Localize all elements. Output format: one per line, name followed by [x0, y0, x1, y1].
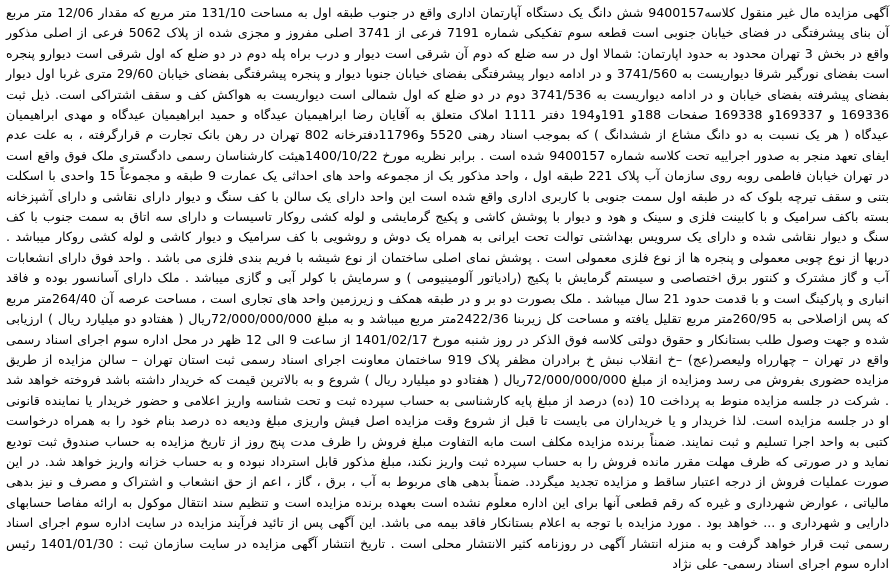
auction-notice-body: آگهی مزایده مال غیر منقول کلاسه9400157 شش دانگ یک دستگاه آپارتمان اداری واقع در جنوب طبقه اول به مساحت 131/10 متر مربع که مقدار 12/06 متر مربع آن بنای پیشرفتگی در فضای خیابان جنوبی است قطعه سوم تفکیکی شماره 7191 فرعی از 3741 اصلی مفروز و مجزی شده از پلاک 5062 فرعی از اصلی مذکور واقع در بخش 3 تهران محدود به حدود اپارتمان: شمالا اول در سه ضلع که دوم آن شرقی است دیوار و درب براه پله دوم در دو ضلع که اول شرقی است دیوارو پنجره است بفضای نورگیر شرقا دیواریست به 3741/560 و در ادامه دیوار پیشرفتگی بفضای خیابان جنوبا دیوار و پنجره پیشرفتگی بفضای خیابان 29/60 متری غربا اول دیوار بفضای پیشرفته بفضای خیابان و در ادامه دیواریست به 3741/536 دوم در دو ضلع که اول شمالی است دیواریست به هواکش کف و سقف اشتراکی است. ذیل ثبت 169336 و 169337و 169338 صفحات 188و 191و194 دفتر 1111 املاک متعلق به آقایان رضا ابراهیمیان عیدگاه و حمید ابراهیمیان عیدگاه و مهدی ابراهیمیان عیدگاه ( هر یک نسبت به دو دانگ مشاع از ششدانگ ) که بموجب اسناد رهنی 5520 و11796دفترخانه 802 تهران در رهن بانک تجارت م قرارگرفته ، به علت عدم ایفای تعهد منجر به صدور اجراییه تحت کلاسه شماره 9400157 شده است . برابر نظریه مورخ 1400/10/22هیئت کارشناسان رسمی دادگستری ملک فوق واقع است در تهران خیابان فاطمی روبه روی سازمان آب پلاک 221 طبقه اول ، واحد مذکور یک از مجموعه واحد های احداثی یک عمارت 9 طبقه و مجموعاً 15 واحدی با اسکلت بتنی و سقف تیرچه بلوک که در طبقه اول سمت جنوبی با کاربری اداری واقع شده است این واحد دارای یک سالن با کف سنگ و دیوار دارای نقاشی و دارای آشپزخانه بسته باکف سرامیک و با کابینت فلزی و سینک و هود و دیوار با پوشش کاشی و پکیج گرمایشی و لوله کشی روکار تاسیسات و دارای سه اتاق به سمت جنوب با کف سنگ و دیوار نقاشی شده و دارای یک سرویس بهداشتی توالت تحت ایرانی به همراه یک دوش و روشویی با کف سرامیک و دیوار کاشی و لوله کشی روکار میباشد . دربها از نوع چوبی معمولی و پنجره ها از نوع فلزی معمولی است . پوشش نمای اصلی ساختمان از نوع شیشه با فریم بندی فلزی می باشد . واحد فوق دارای انشعابات آب و گاز مشترک و کنتور برق اختصاصی و سیستم گرمایش با پکیج (رادیاتور آلومینیومی ) و سرمایش با کولر آبی و گازی میباشد . ملک دارای آسانسور بوده و فاقد انباری و پارکینگ است و با قدمت حدود 21 سال میباشد . ملک بصورت دو بر و در طبقه همکف و زیرزمین واحد های تجاری است ، مساحت عرصه آن 264/40متر مربع که پس ازاصلاحی به 260/95متر مربع تقلیل یافته و مساحت کل زیربنا 2422/36متر مربع میباشد و به مبلغ 72/000/000/000ریال ( هفتادو دو میلیارد ریال ) ارزیابی شده و جهت وصول طلب بستانکار و حقوق دولتی کلاسه فوق الذکر در روز شنبه مورخ 1401/02/17 از ساعت 9 الی 12 ظهر در محل اداره سوم اجرای اسناد رسمی واقع در تهران – چهارراه ولیعصر(عج) –خ انقلاب نبش خ برادران مظفر پلاک 919 ساختمان معاونت اجرای اسناد رسمی ثبت استان تهران – سالن مزایده از طریق مزایده حضوری بفروش می رسد ومزایده از مبلغ 72/000/000/000ریال ( هفتادو دو میلیارد ریال ) شروع و به بالاترین قیمت که خریدار داشته باشد فروخته خواهد شد . شرکت در جلسه مزایده منوط به پرداخت 10 (ده) درصد از مبلغ پایه کارشناسی به حساب سپرده ثبت و تحت شناسه واریز اعلامی و حضور خریدار یا نماینده قانونی او در جلسه مزایده است. لذا خریدار و یا خریداران می بایست تا قبل از شروع وقت مزایده اصل فیش واریزی مبلغ ودیعه ده درصد بنام خود را به همراه درخواست کتبی به واحد اجرا تسلیم و ثبت نمایند. ضمناً برنده مزایده مکلف است مابه التفاوت مبلغ فروش را ظرف مدت پنج روز از تاریخ مزایده به حساب صندوق ثبت تودیع نماید و در صورتی که ظرف مهلت مقرر مانده فروش را به حساب سپرده ثبت واریز نکند، مبلغ مذکور قابل استرداد نبوده و به حساب خزانه واریز خواهد شد. در این صورت عملیات فروش از درجه اعتبار ساقط و مزایده تجدید میگردد. ضمناً بدهی های مربوط به آب ، برق ، گاز ، اعم از حق انشعاب و اشتراک و مصرف و نیز بدهی مالیاتی ، عوارض شهرداری و غیره که رقم قطعی آنها برای این اداره معلوم نشده است بعهده برنده مزایده است و تنظیم سند انتقال موکول به ارائه مفاصا حسابهای دارایی و شهرداری و ... خواهد بود . مورد مزایده با توجه به اعلام بستانکار فاقد بیمه می باشد. این آگهی پس از تائید فرآیند مزایده در سایت اداره سوم اجرای اسناد رسمی ثبت قرار خواهد گرفت و به منزله انتشار آگهی در روزنامه کثیر الانتشار محلی است . تاریخ انتشار آگهی مزایده در سایت سازمان ثبت : 1401/01/30 رئیس اداره سوم اجرای اسناد رسمی- علی نژاد	[6, 5, 890, 571]
